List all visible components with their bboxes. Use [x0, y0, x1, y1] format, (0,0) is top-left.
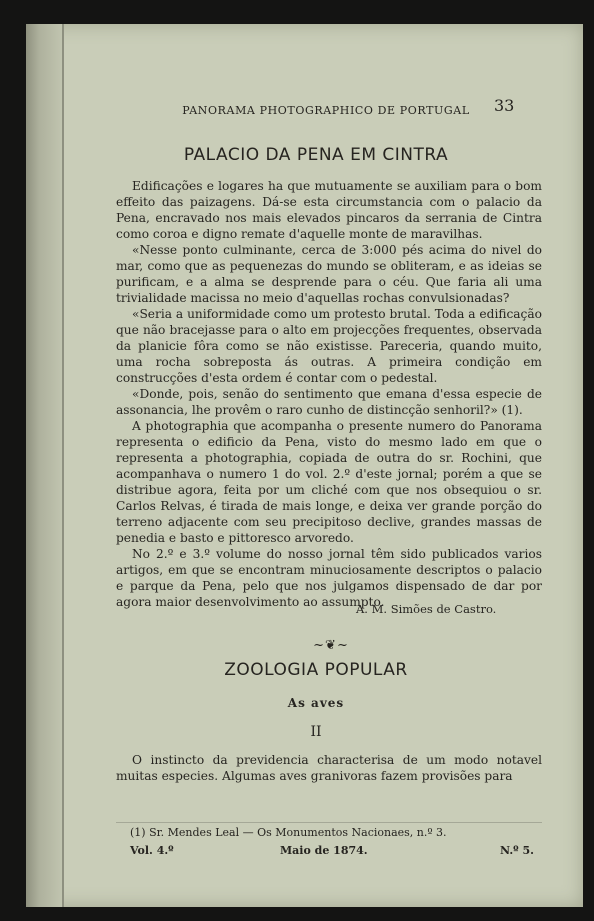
- footer-number: N.º 5.: [500, 844, 534, 857]
- running-head: PANORAMA PHOTOGRAPHICO DE PORTUGAL: [182, 104, 470, 117]
- footer-volume: Vol. 4.º: [130, 844, 174, 857]
- paragraph: O instincto da previdencia characterisa de um modo notavel muitas especies. Algumas aves granivoras fazem provisões para: [116, 753, 542, 783]
- paragraph: A photographia que acompanha o presente numero do Panorama representa o edificio da Pena, visto do mesmo lado em que o representa a photographia, copiada de outra do sr. Rochini, que acompanhava o numero 1 do vol. 2.º d'este jornal; porém a que se distribue agora, feita por um cliché com que nos obsequiou o sr. Carlos Relvas, é tirada de mais longe, e deixa ver grande porção do terreno adjacente com seu precipitoso declive, grandes massas de penedia e basto e pittoresco arvoredo.: [116, 419, 542, 545]
- paragraph: No 2.º e 3.º volume do nosso jornal têm sido publicados varios artigos, em que se encontram minuciosamente descriptos o palacio e parque da Pena, pelo que nos julgamos dispensado de dar por agora maior desenvolvimento ao assumpto.: [116, 547, 542, 609]
- page-footer: [130, 844, 550, 860]
- page-gutter: [26, 24, 64, 907]
- footnote-rule: [116, 822, 542, 823]
- paragraph: Edificações e logares ha que mutuamente se auxiliam para o bom effeito das paizagens. Dá-se esta circumstancia com o palacio da Pena, encravado nos mais elevados pincaros da serrania de Cintra como coroa e digno remate d'aquelle monte de maravilhas.: [116, 179, 542, 241]
- paragraph: «Donde, pois, senão do sentimento que emana d'essa especie de assonancia, lhe provêm o raro cunho de distincção senhoril?» (1).: [116, 387, 542, 417]
- section-title: ZOOLOGIA POPULAR: [224, 660, 408, 680]
- page-number: 33: [494, 96, 515, 115]
- spine-line: [62, 24, 64, 907]
- section-number: II: [310, 724, 322, 740]
- book-page: [26, 24, 583, 907]
- ornament-divider: ~❦~: [313, 638, 349, 653]
- paragraph: «Seria a uniformidade como um protesto brutal. Toda a edificação que não bracejasse para o alto em projecções frequentes, observada da planicie fôra como se não existisse. Pareceria, quando muito, uma rocha sobreposta ás outras. A primeira condição em construcções d'esta ordem é contar com o pedestal.: [116, 307, 542, 385]
- section-subtitle: As aves: [287, 696, 345, 710]
- author-signature: A. M. Simões de Castro.: [356, 602, 497, 616]
- footnote: (1) Sr. Mendes Leal — Os Monumentos Nacionaes, n.º 3.: [130, 826, 447, 839]
- section-body: [116, 752, 542, 784]
- article-body: [116, 178, 542, 610]
- article-title: PALACIO DA PENA EM CINTRA: [183, 145, 449, 165]
- paragraph: «Nesse ponto culminante, cerca de 3:000 pés acima do nivel do mar, como que as pequenezas do mundo se obliteram, e as ideias se purificam, e a alma se desprende para o céu. Que faria ali uma trivialidade macissa no meio d'aquellas rochas convulsionadas?: [116, 243, 542, 305]
- footer-date: Maio de 1874.: [280, 844, 368, 857]
